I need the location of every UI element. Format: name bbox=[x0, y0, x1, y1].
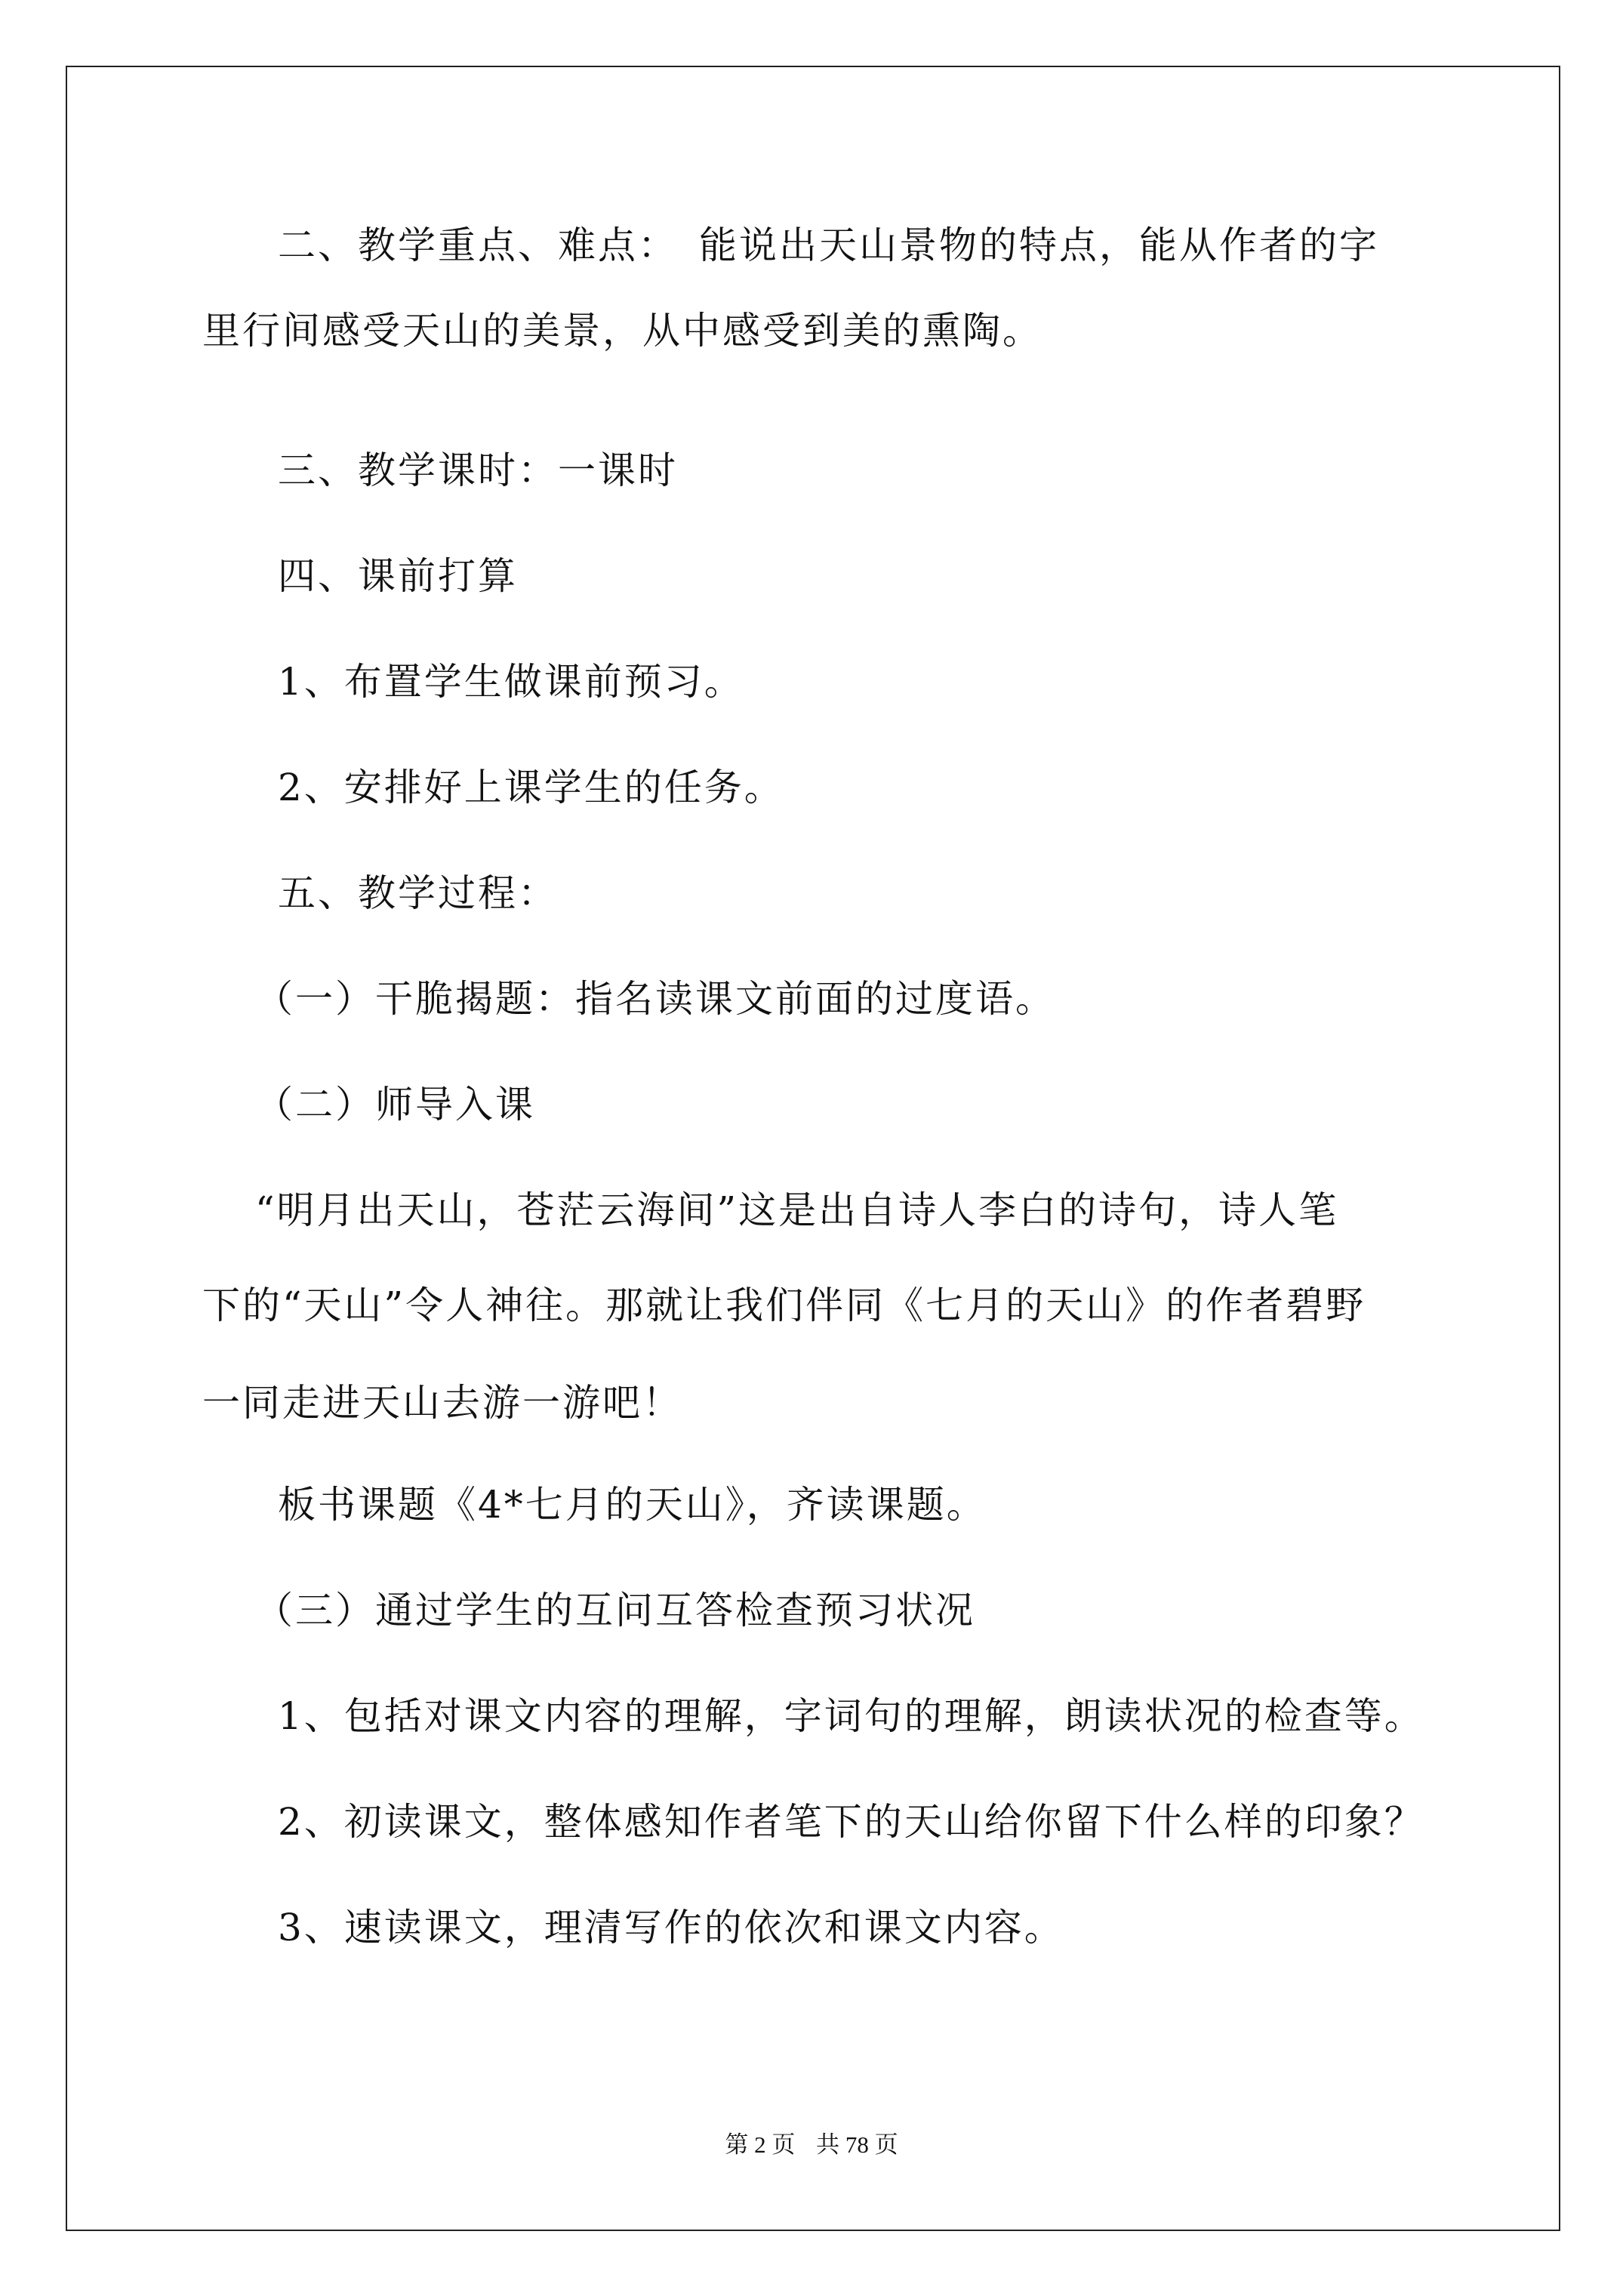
paragraph-7: 五、教学过程： bbox=[278, 871, 558, 915]
page-footer bbox=[0, 2125, 1623, 2159]
paragraph-10-cont2: 一同走进天山去游一游吧！ bbox=[202, 1381, 682, 1425]
paragraph-14: 2、初读课文，整体感知作者笔下的天山给你留下什么样的印象？ bbox=[278, 1800, 1424, 1844]
paragraph-10-cont1: 下的“天山”令人神往。那就让我们伴同《七月的天山》的作者碧野 bbox=[202, 1284, 1366, 1327]
paragraph-6: 2、安排好上课学生的任务。 bbox=[278, 766, 784, 809]
paragraph-5: 1、布置学生做课前预习。 bbox=[278, 660, 744, 704]
page-number: 第 2 页 bbox=[725, 2131, 796, 2158]
page-total: 共 78 页 bbox=[816, 2131, 898, 2158]
paragraph-4: 四、课前打算 bbox=[278, 554, 518, 598]
paragraph-10: “明月出天山，苍茫云海间”这是出自诗人李白的诗句，诗人笔 bbox=[255, 1188, 1339, 1232]
paragraph-13: 1、包括对课文内容的理解，字词句的理解，朗读状况的检查等。 bbox=[278, 1694, 1424, 1738]
paragraph-1-cont: 里行间感受天山的美景，从中感受到美的熏陶。 bbox=[202, 309, 1042, 353]
paragraph-1: 二、教学重点、难点： 能说出天山景物的特点，能从作者的字 bbox=[278, 223, 1379, 267]
paragraph-12: （三）通过学生的互问互答检查预习状况 bbox=[255, 1589, 975, 1632]
paragraph-8: （一）干脆揭题：指名读课文前面的过度语。 bbox=[255, 977, 1055, 1021]
paragraph-9: （二）师导入课 bbox=[255, 1083, 535, 1126]
paragraph-3: 三、教学课时：一课时 bbox=[278, 448, 678, 492]
paragraph-15: 3、速读课文，理清写作的依次和课文内容。 bbox=[278, 1906, 1064, 1949]
paragraph-11: 板书课题《4*七月的天山》，齐读课题。 bbox=[278, 1483, 987, 1527]
